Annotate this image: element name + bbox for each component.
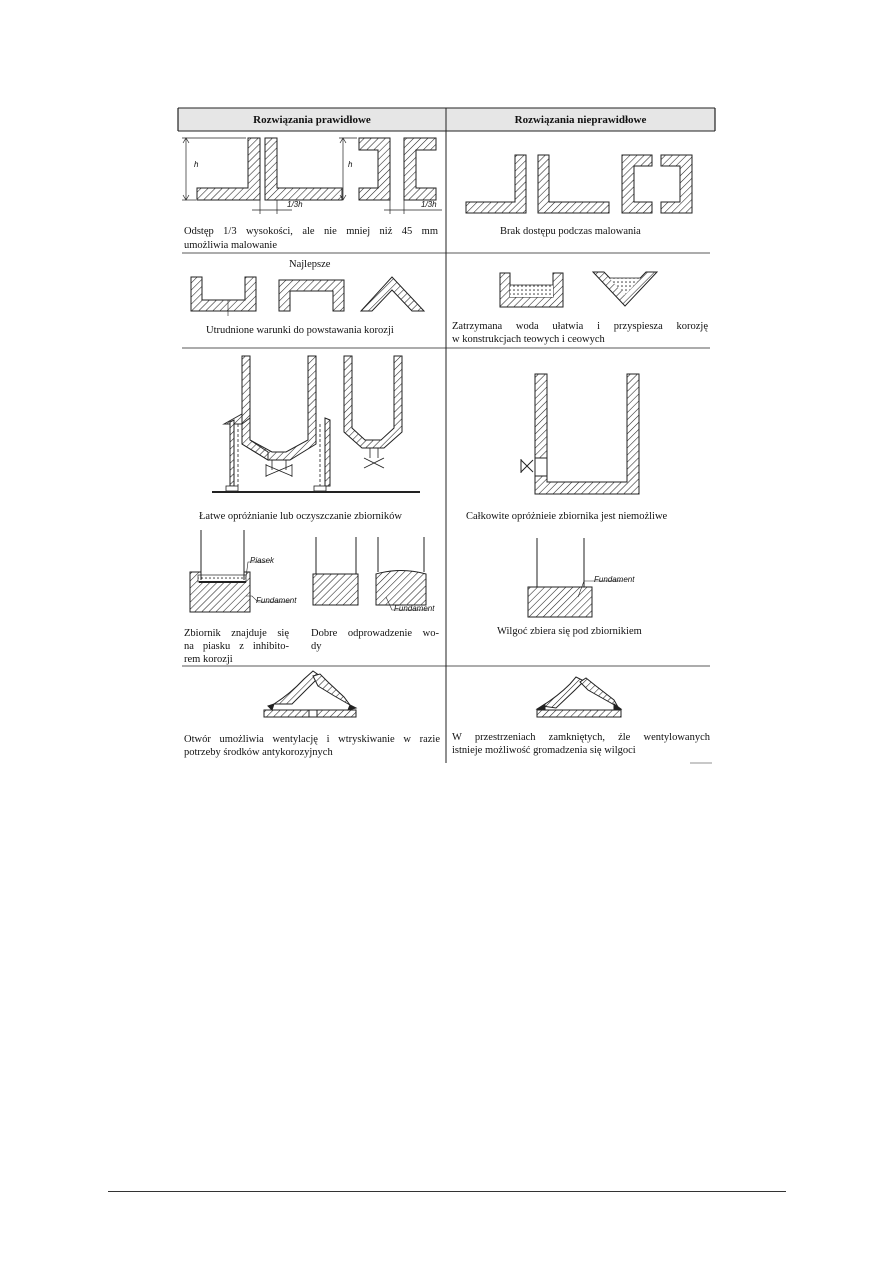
row4-correct-text-a-line3: rem korozji — [184, 654, 233, 665]
row5-correct-profile — [264, 671, 356, 717]
row5-incorrect-profile — [537, 677, 621, 717]
row4-correct-foundations — [190, 530, 426, 612]
row5-incorrect-text-line2: istnieje możliwość gromadzenia się wilgoci — [452, 745, 636, 756]
row2-incorrect-text-line2: w konstrukcjach teowych i ceowych — [452, 334, 605, 345]
row5-correct-text-line2: potrzeby środków antykorozyjnych — [184, 747, 333, 758]
row4-incorrect-text: Wilgoć zbiera się pod zbiornikiem — [497, 626, 642, 637]
row3-incorrect-text: Całkowite opróżnieie zbiornika jest niemożliwe — [466, 511, 668, 522]
row1-correct-text-line1: Odstęp 1/3 wysokości, ale nie mniej niż 45 mm — [184, 226, 438, 237]
dim-label-third2: 1/3h — [421, 200, 437, 209]
row4-correct-text-b-line2: dy — [311, 641, 322, 652]
footer-rule — [108, 1191, 786, 1192]
dim-label-h2: h — [348, 160, 353, 169]
header-incorrect: Rozwiązania nieprawidłowe — [514, 114, 647, 126]
label-fundament-3: Fundament — [594, 575, 635, 584]
label-fundament-2: Fundament — [394, 604, 435, 613]
row1-correct-profiles — [197, 138, 436, 200]
dim-label-third1: 1/3h — [287, 200, 303, 209]
row2-correct-profiles — [191, 277, 424, 311]
row2-incorrect-text-line1: Zatrzymana woda ułatwia i przyspiesza korozję — [452, 321, 708, 332]
row2-incorrect-profiles — [500, 272, 657, 307]
row2-correct-text: Utrudnione warunki do powstawania korozji — [206, 325, 394, 336]
header-correct: Rozwiązania prawidłowe — [253, 114, 371, 126]
row3-correct-tanks — [224, 356, 402, 486]
row4-correct-text-a-line1: Zbiornik znajduje się — [184, 628, 289, 639]
row4-correct-text-a-line2: na piasku z inhibito- — [184, 641, 289, 652]
row5-incorrect-text-line1: W przestrzeniach zamkniętych, źle wentylowanych — [452, 732, 710, 743]
label-fundament-1: Fundament — [256, 596, 297, 605]
label-piasek: Piasek — [250, 556, 275, 565]
row3-correct-text: Łatwe opróżnianie lub oczyszczanie zbiorników — [199, 511, 402, 522]
row4-correct-text-b-line1: Dobre odprowadzenie wo- — [311, 628, 439, 639]
row1-correct-text-line2: umożliwia malowanie — [184, 240, 278, 251]
row5-correct-text-line1: Otwór umożliwia wentylację i wtryskiwanie w razie — [184, 734, 440, 745]
dim-label-h1: h — [194, 160, 199, 169]
row2-best-label: Najlepsze — [289, 259, 331, 270]
row1-incorrect-profiles — [466, 155, 692, 213]
row3-incorrect-tank — [521, 374, 639, 494]
row1-incorrect-text: Brak dostępu podczas malowania — [500, 226, 641, 237]
row1-dimension-lines — [182, 138, 442, 214]
